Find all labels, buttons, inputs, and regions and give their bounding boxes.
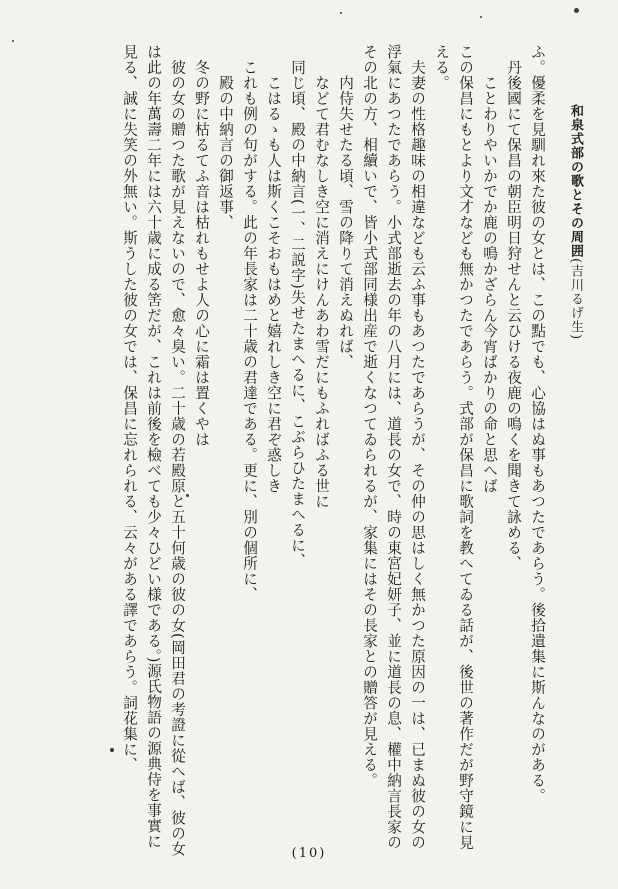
text-column: は此の年萬壽二年には六十歳に成る筈だが、これは前後を檢べても少々ひどい様である。)源氏物語の源典侍を事實に (145, 44, 162, 850)
scan-speck (110, 748, 114, 752)
text-column: ふ。優柔を見馴れ來た彼の女とは、この點でも、心協はぬ事もあつたであらう。後拾遺集に斯んなのがある。 (529, 44, 546, 804)
text-column: える。 (433, 44, 450, 91)
scan-speck (574, 8, 579, 13)
scan-speck (340, 12, 342, 14)
text-column: ことわりやいかでか鹿の鳴かざらん今宵ばかりの命と思へば (481, 44, 498, 494)
text-column: 冬の野に枯るてふ音は枯れもせよ人の心に霜は置くやは (193, 44, 210, 447)
text-column: これも例の句がする。此の年長家は二十歳の君達である。更に、別の個所に、 (241, 44, 258, 602)
title-author: (吉川るげ生) (568, 258, 583, 341)
title-main: 和泉式部の歌とその周囲 (568, 104, 583, 258)
text-column: 内侍失せたる頃、雪の降りて消えぬれば、 (337, 44, 354, 370)
text-column: などて君むなしき空に消えにけんあわ雪だにもふればふる世に (313, 44, 330, 509)
text-column: その北の方、相續いで、皆小式部同様出産で逝くなつてゐられるが、家集にはその長家との贈答が見える。 (361, 44, 378, 788)
text-column: 夫妻の性格趣味の相違なども云ふ事もあつたであらうが、その仲の思はしく無かつた原因の一は、已まぬ彼の女の (409, 44, 426, 850)
text-column: この保昌にもとより文才なども無かつたであらう。式部が保昌に歌詞を教へてゐる話が、後世の著作だが野守鏡に見 (457, 44, 474, 850)
text-column: 浮氣にあつたであらう。小式部逝去の年の八月には、道長の女で、時の東宮妃妍子、並に道長の息、權中納言長家の (385, 44, 402, 850)
page-number: (10) (291, 846, 327, 861)
article-title (566, 104, 585, 340)
text-column: 殿の中納言の御返事、 (217, 44, 234, 230)
scan-speck (186, 494, 189, 497)
text-column: 見る、誠に失笑の外無い。斯うした彼の女では、保昌に忘れられる、云々がある譯であらう。詞花集に、 (121, 44, 138, 773)
text-column: 丹後國にて保昌の朝臣明日狩せんと云ひける夜鹿の鳴くを聞きて詠める、 (505, 44, 522, 571)
scan-speck (480, 16, 482, 18)
scan-speck (12, 40, 14, 42)
text-column: 彼の女の贈つた歌が見えないので、愈々臭い。二十歳の若殿原と五十何歳の彼の女(岡田君の考證に從へば、彼の女 (169, 44, 186, 857)
text-column: こはるゝも人は斯くこそおもはめと嬉れしき空に君ぞ惑しき (265, 44, 282, 494)
text-column: 同じ頃、殿の中納言(一、二説字)失せたまへるに、こぶらひたまへるに、 (289, 44, 306, 569)
